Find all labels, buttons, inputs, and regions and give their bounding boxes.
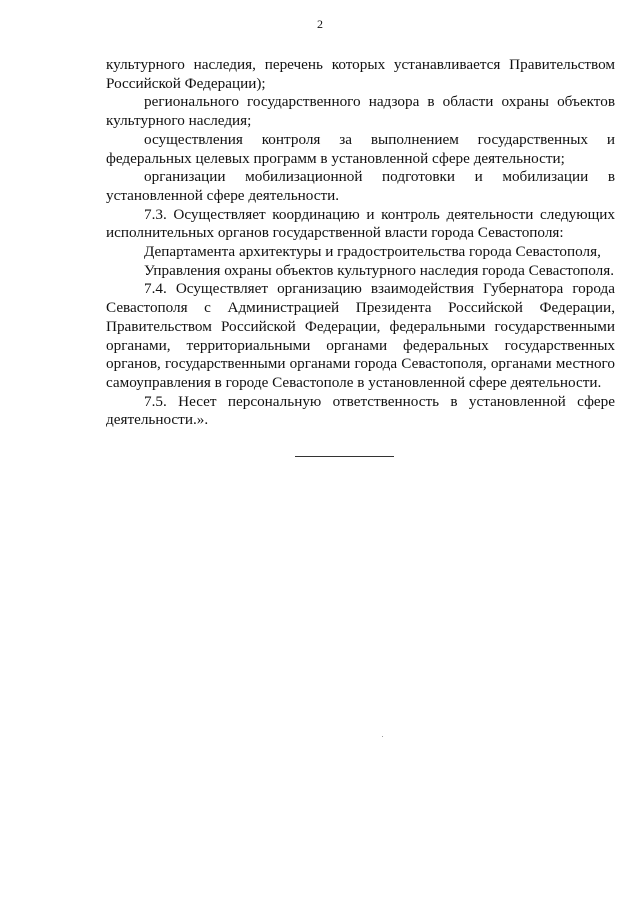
paragraph-heritage-directorate: Управления охраны объектов культурного наследия города Севастополя.: [144, 261, 615, 279]
paragraph-program-control: осуществления контроля за выполнением государственных и федеральных целевых программ в установленной сфере деятельности;: [106, 130, 615, 167]
scan-speck: [382, 736, 383, 737]
document-body: [106, 56, 615, 430]
paragraph-heritage-list-continuation: культурного наследия, перечень которых устанавливается Правительством Российской Федерации);: [106, 56, 615, 92]
closing-divider: [295, 456, 394, 457]
paragraph-clause-7-5: 7.5. Несет персональную ответственность в установленной сфере деятельности.».: [106, 392, 615, 429]
paragraph-clause-7-3: 7.3. Осуществляет координацию и контроль деятельности следующих исполнительных органов государственной власти города Севастополя:: [106, 205, 615, 242]
paragraph-mobilization: организации мобилизационной подготовки и мобилизации в установленной сфере деятельности.: [106, 168, 615, 204]
paragraph-clause-7-4: 7.4. Осуществляет организацию взаимодействия Губернатора города Севастополя с Администрацией Президента Российской Федерации, Правительством Российской Федерации, федеральными государственными органами, территориальными органами федеральных государственных органов, государственными органами города Севастополя, органами местного самоуправления в городе Севастополе в установленной сфере деятельности.: [106, 280, 615, 391]
paragraph-regional-supervision: регионального государственного надзора в области охраны объектов культурного наследия;: [106, 93, 615, 130]
page-number: 2: [317, 17, 323, 31]
paragraph-department-architecture: Департамента архитектуры и градостроительства города Севастополя,: [144, 243, 601, 261]
